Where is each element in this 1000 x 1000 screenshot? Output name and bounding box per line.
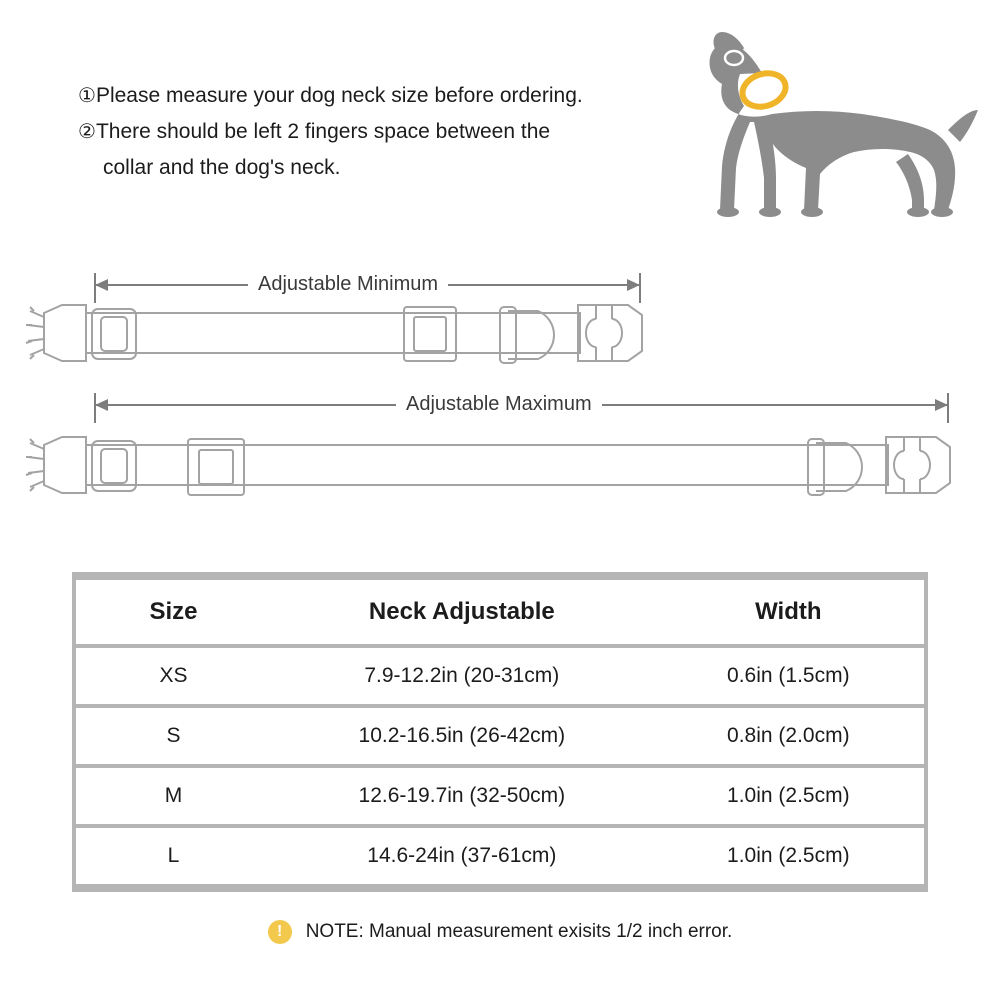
cell-size: M [76,768,271,824]
cell-neck: 7.9-12.2in (20-31cm) [271,648,653,704]
instruction-text-2: There should be left 2 fingers space between the [95,120,551,143]
cell-size: L [76,828,271,884]
cell-size: XS [76,648,271,704]
note-text: NOTE: Manual measurement exisits 1/2 inch error. [305,921,733,942]
column-header-size: Size [76,580,271,644]
instruction-line-2 [78,114,658,150]
instruction-text-3: collar and the dog's neck. [103,156,341,179]
column-header-width: Width [653,580,924,644]
collar-schematic [0,255,1000,520]
table-header-row [76,580,924,644]
instruction-marker-2: ② [78,121,96,143]
table-row [76,708,924,764]
cell-width: 0.6in (1.5cm) [653,648,924,704]
cell-neck: 12.6-19.7in (32-50cm) [271,768,653,824]
cell-neck: 10.2-16.5in (26-42cm) [271,708,653,764]
table-row [76,648,924,704]
size-table [76,576,924,888]
adjustable-maximum-label: Adjustable Maximum [396,393,602,416]
note-row [0,920,1000,944]
cell-width: 1.0in (2.5cm) [653,828,924,884]
cell-width: 1.0in (2.5cm) [653,768,924,824]
collar-ring-icon [738,68,790,112]
collar-diagrams [0,255,1000,520]
cell-width: 0.8in (2.0cm) [653,708,924,764]
instruction-line-3 [78,150,658,186]
column-header-neck-adjustable: Neck Adjustable [271,580,653,644]
table-row [76,768,924,824]
instructions-block [78,78,658,186]
instruction-marker-1: ① [78,85,96,107]
dog-illustration [672,18,982,233]
size-table-wrapper [72,572,928,892]
adjustable-minimum-label: Adjustable Minimum [248,273,448,296]
cell-size: S [76,708,271,764]
exclamation-icon: ! [268,920,292,944]
instruction-text-1: Please measure your dog neck size before ordering. [95,84,583,107]
cell-neck: 14.6-24in (37-61cm) [271,828,653,884]
dog-side-silhouette-icon [672,18,982,233]
table-row [76,828,924,884]
instruction-line-1 [78,78,658,114]
